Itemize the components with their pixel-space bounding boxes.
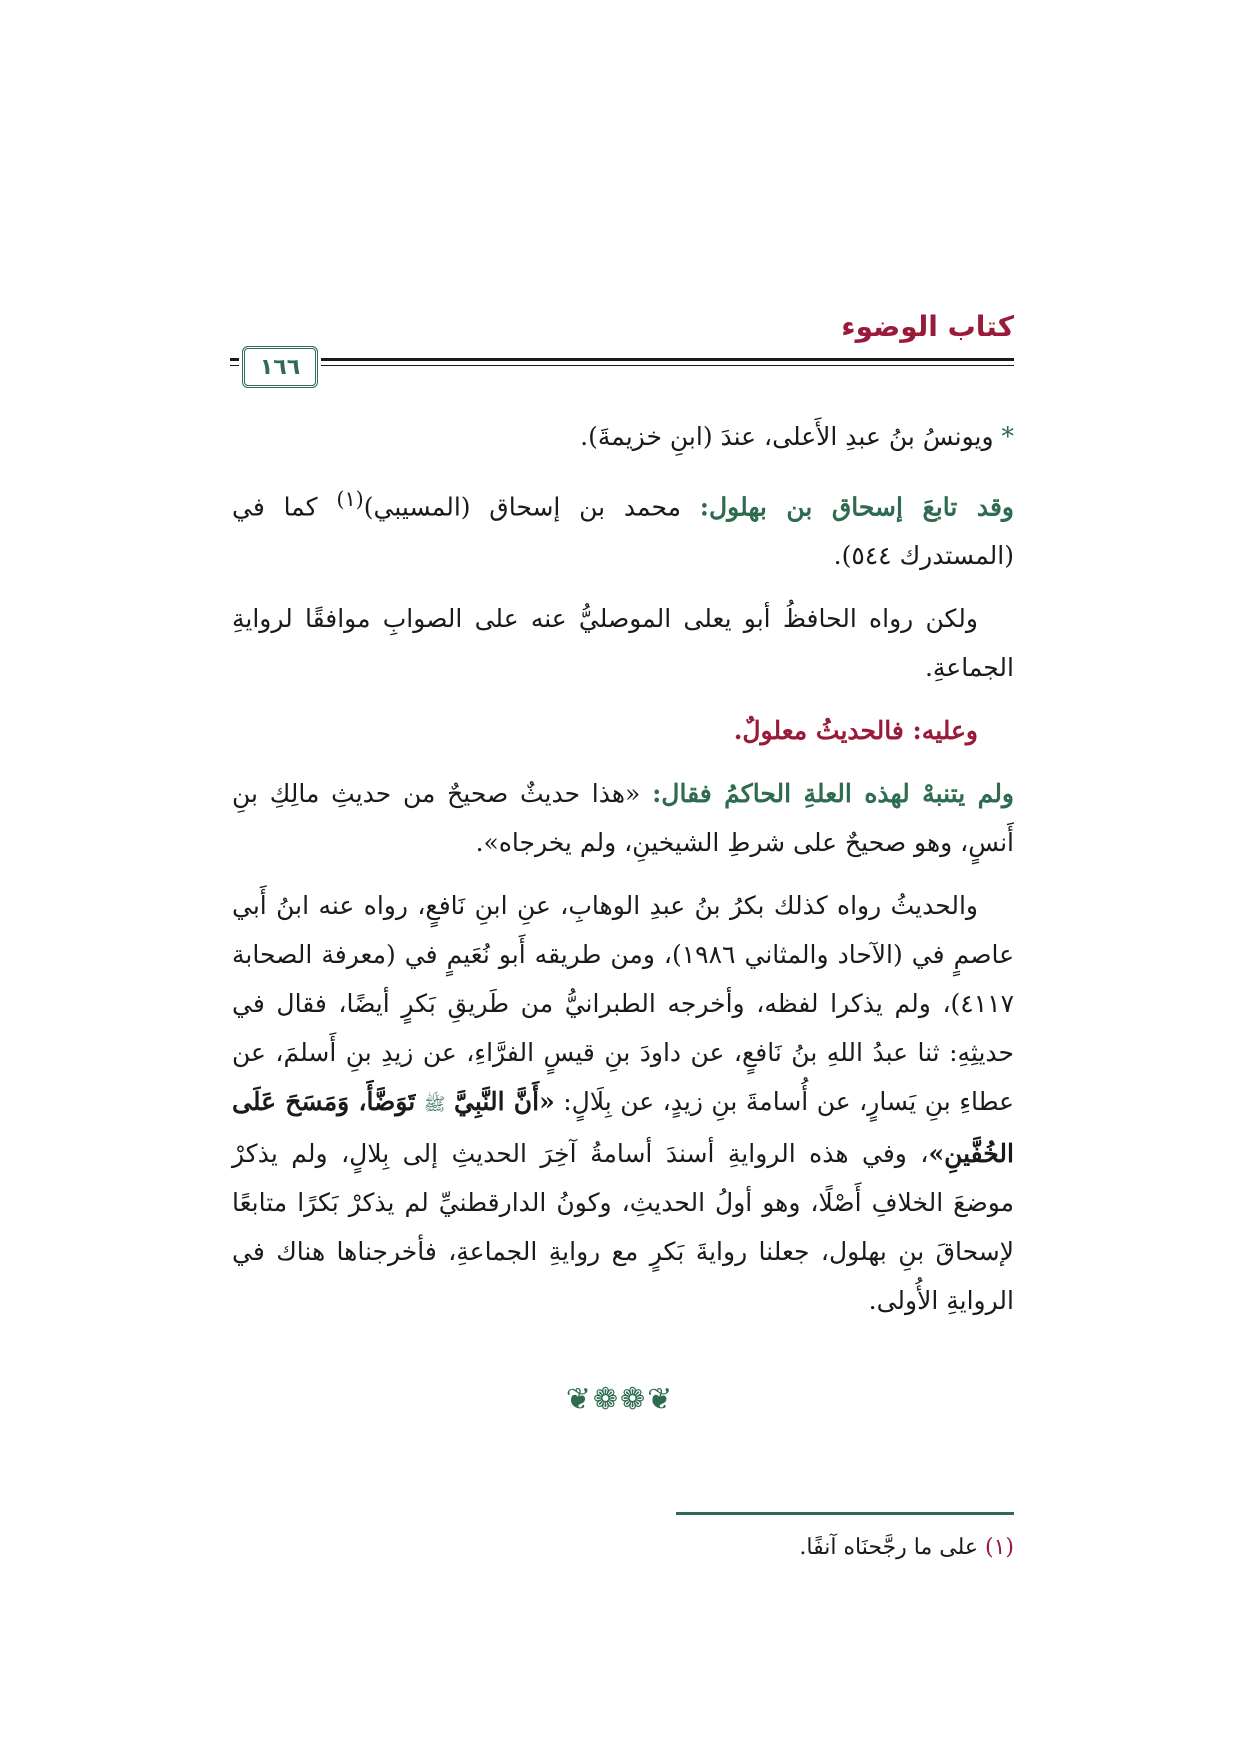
paragraph-text: «هذا حديثٌ صحيحٌ من حديثِ مالِكِ بنِ أَنسٍ، وهو صحيحٌ على شرطِ الشيخينِ، ولم يخرجاه».	[232, 779, 1014, 858]
footnote-ref[interactable]: (١)	[336, 487, 364, 511]
footnote	[232, 1535, 1014, 1560]
paragraph-text: محمد بن إسحاق (المسيبي)	[363, 492, 700, 522]
paragraph-abu-yala	[232, 594, 1014, 692]
section-ornament-icon: ❦❁❁❦	[565, 1382, 675, 1417]
footnote-rule	[676, 1512, 1014, 1515]
paragraph-conclusion	[232, 706, 1014, 755]
paragraph-mutabaa	[232, 475, 1014, 580]
paragraph-text: كما في (المستدرك ٥٤٤).	[232, 492, 1014, 571]
hadith-quote: «أَنَّ النَّبِيَّ	[454, 1087, 555, 1117]
header-rule-thin	[230, 365, 1014, 366]
footnote-number: (١)	[984, 1535, 1014, 1560]
paragraph-yunus	[232, 412, 1014, 461]
page-number-frame	[242, 346, 318, 388]
paragraph-text: والحديثُ رواه كذلك بكرُ بنُ عبدِ الوهابِ، عنِ ابنِ نَافعٍ، رواه عنه ابنُ أَبي عاصمٍ في (الآحاد والمثاني ١٩٨٦)، ومن طريقه أَبو نُعَيمٍ في (معرفة الصحابة ٤١١٧)، ولم يذكرا لفظه، وأخرجه الطبرانيُّ من طَريقِ بَكرٍ أيضًا، فقال في حديثِهِ: ثنا عبدُ اللهِ بنُ نَافعٍ، عن داودَ بنِ قيسٍ الفرَّاءِ، عن زيدِ بنِ أَسلمَ، عن عطاءِ بنِ يَسارٍ، عن أُسامةَ بنِ زيدٍ، عن بِلَالٍ:	[232, 891, 1014, 1117]
paragraph-hakim	[232, 769, 1014, 867]
paragraph-text: ، وفي هذه الروايةِ أسندَ أسامةُ آخِرَ الحديثِ إلى بِلالٍ، ولم يذكرْ موضعَ الخلافِ أَصْلًا، وهو أولُ الحديثِ، وكونُ الدارقطنيِّ لم يذكرْ بَكرًا متابعًا لإسحاقَ بنِ بهلول، جعلنا روايةَ بَكرٍ مع روايةِ الجماعةِ، فأخرجناها هناك في الروايةِ الأُولى.	[232, 1139, 1014, 1316]
star-bullet-icon: *	[1001, 422, 1014, 451]
paragraph-bakr	[232, 881, 1014, 1325]
paragraph-text: ويونسُ بنُ عبدِ الأَعلى، عندَ (ابنِ خزيمةَ).	[580, 422, 1002, 451]
paragraph-lead: وقد تابعَ إسحاق بن بهلول:	[699, 492, 1014, 522]
page-header	[230, 310, 1014, 386]
hadith-quote: تَوَضَّأَ، وَمَسَحَ عَلَى الخُفَّينِ»	[232, 1087, 1014, 1169]
main-text	[232, 412, 1014, 1339]
conclusion-text: وعليه: فالحديثُ معلولٌ.	[733, 716, 978, 746]
header-rule-thick	[230, 358, 1014, 361]
honorific-icon: ﷺ	[423, 1094, 446, 1116]
book-title: كتاب الوضوء	[841, 310, 1014, 343]
paragraph-lead: ولم يتنبهْ لهذه العلةِ الحاكمُ فقال:	[652, 779, 1015, 809]
page-number: ١٦٦	[259, 354, 301, 380]
footnote-text: على ما رجَّحنَاه آنفًا.	[799, 1535, 985, 1560]
paragraph-text: ولكن رواه الحافظُ أبو يعلى الموصليُّ عنه على الصوابِ موافقًا لروايةِ الجماعةِ.	[232, 604, 1014, 683]
